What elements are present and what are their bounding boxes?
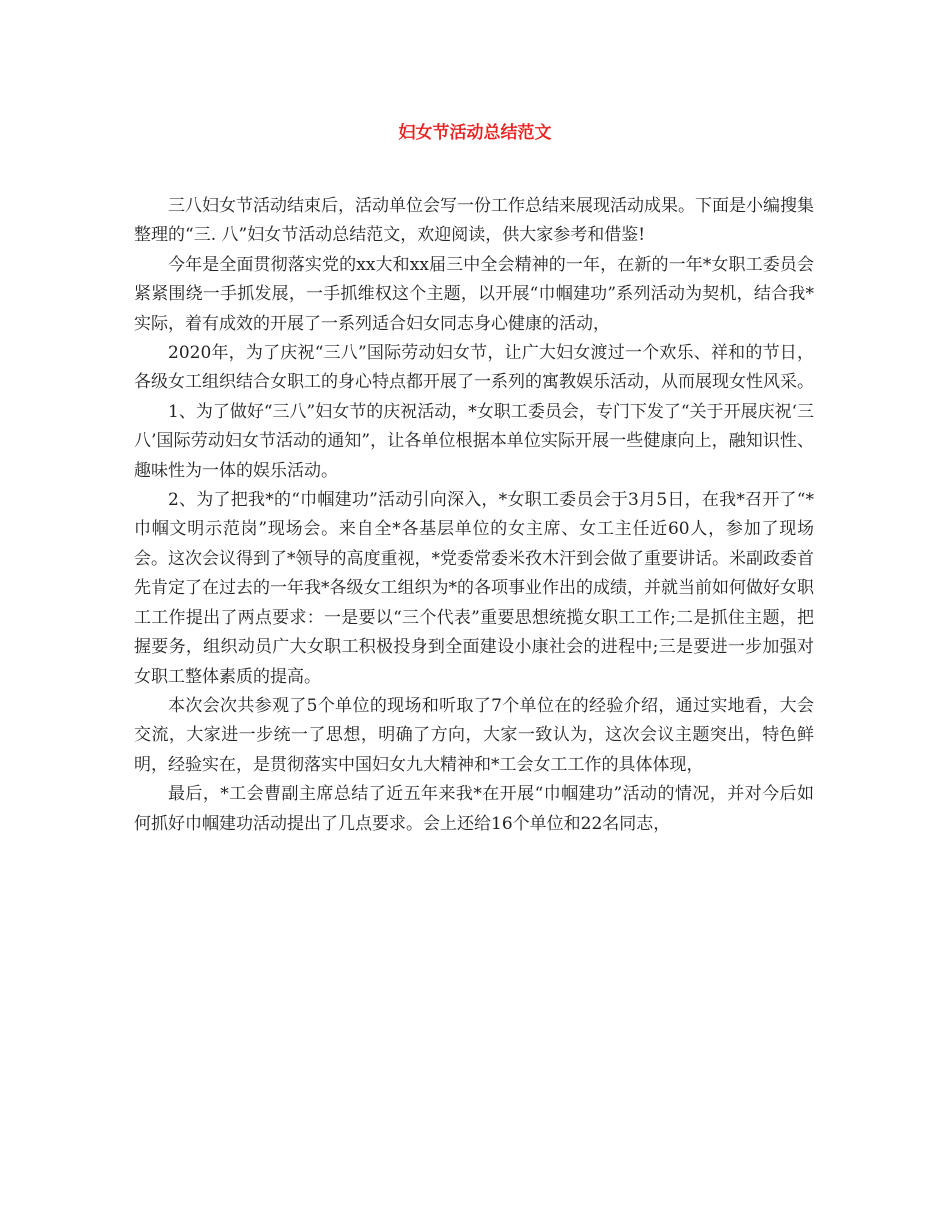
- paragraph: 2020年，为了庆祝“三八”国际劳动妇女节，让广大妇女渡过一个欢乐、祥和的节日，各级女工组织结合女职工的身心特点都开展了一系列的寓教娱乐活动，从而展现女性风采。: [134, 343, 814, 393]
- document-body: [134, 192, 814, 839]
- document-title: 妇女节活动总结范文: [398, 123, 552, 143]
- paragraph: 2、为了把我*的“巾帼建功”活动引向深入，*女职工委员会于3月5日，在我*召开了“*巾帼文明示范岗”现场会。来自全*各基层单位的女主席、女工主任近60人，参加了现场会。这次会议得到了*领导的高度重视，*党委常委米孜木汗到会做了重要讲话。米副政委首先肯定了在过去的一年我*各级女工组织为*的各项事业作出的成绩，并就当前如何做好女职工工作提出了两点要求：一是要以“三个代表”重要思想统揽女职工工作;二是抓住主题，把握要务，组织动员广大女职工积极投身到全面建设小康社会的进程中;三是要进一步加强对女职工整体素质的提高。: [134, 490, 814, 687]
- paragraph: 三八妇女节活动结束后，活动单位会写一份工作总结来展现活动成果。下面是小编搜集整理的“三. 八”妇女节活动总结范文，欢迎阅读，供大家参考和借鉴!: [134, 196, 814, 246]
- paragraph: 今年是全面贯彻落实党的xx大和xx届三中全会精神的一年，在新的一年*女职工委员会紧紧围绕一手抓发展，一手抓维权这个主题，以开展“巾帼建功”系列活动为契机，结合我*实际，着有成效的开展了一系列适合妇女同志身心健康的活动，: [134, 254, 814, 334]
- paragraph: 最后，*工会曹副主席总结了近五年来我*在开展“巾帼建功”活动的情况，并对今后如何抓好巾帼建功活动提出了几点要求。会上还给16个单位和22名同志，: [134, 784, 814, 834]
- paragraph: 1、为了做好“三八”妇女节的庆祝活动，*女职工委员会，专门下发了“关于开展庆祝‘三八’国际劳动妇女节活动的通知”，让各单位根据本单位实际开展一些健康向上，融知识性、趣味性为一体的娱乐活动。: [134, 401, 814, 481]
- paragraph: 本次会次共参观了5个单位的现场和听取了7个单位在的经验介绍，通过实地看，大会交流，大家进一步统一了思想，明确了方向，大家一致认为，这次会议主题突出，特色鲜明，经验实在，是贯彻落实中国妇女九大精神和*工会女工工作的具体体现，: [134, 695, 814, 775]
